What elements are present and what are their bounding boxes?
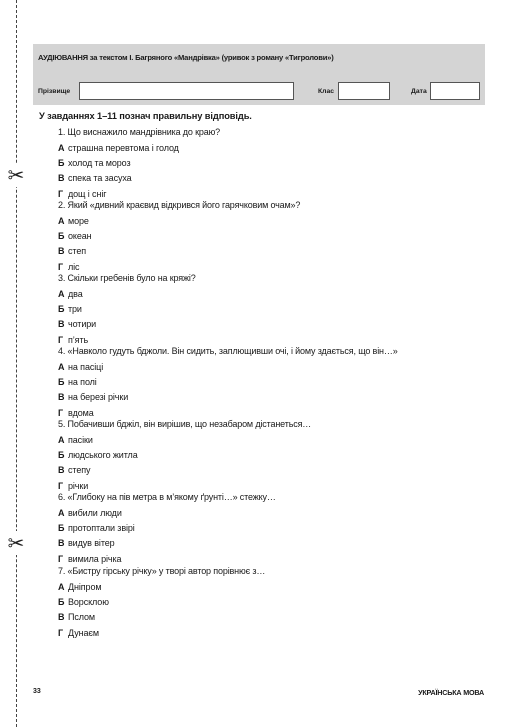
option-letter: Б: [58, 377, 65, 388]
worksheet-title: АУДІЮВАННЯ за текстом І. Багряного «Мандрівка» (уривок з роману «Тигролови»): [38, 53, 334, 62]
option-text: вимила річка: [68, 553, 122, 564]
option-text: людського житла: [68, 450, 138, 461]
instruction: У завданнях 1–11 познач правильну відповідь.: [39, 111, 252, 121]
option-letter: Б: [58, 158, 65, 169]
option-letter: А: [58, 289, 65, 299]
answer-option[interactable]: [58, 390, 398, 405]
question-5: [58, 418, 311, 494]
option-letter: Г: [58, 553, 64, 564]
option-text: холод та мороз: [68, 158, 131, 169]
option-text: річки: [68, 480, 89, 491]
question-text: 7. «Бистру гірську річку» у творі автор порівнює з…: [58, 566, 266, 576]
option-text: два: [68, 289, 83, 299]
class-field[interactable]: [338, 82, 390, 100]
option-letter: А: [58, 362, 65, 372]
header-box: [33, 44, 485, 105]
answer-option[interactable]: [58, 626, 265, 641]
option-text: Ворсклою: [68, 597, 109, 608]
cut-line: [16, 0, 17, 727]
answer-option[interactable]: [58, 214, 300, 229]
option-text: п’ять: [68, 334, 89, 345]
answer-option[interactable]: [58, 360, 398, 375]
answer-option[interactable]: [58, 463, 311, 478]
date-label: Дата: [411, 88, 427, 95]
surname-field[interactable]: [79, 82, 294, 100]
option-text: дощ і сніг: [68, 188, 107, 199]
scissors-icon: ✂: [4, 163, 28, 187]
option-letter: В: [58, 319, 65, 330]
option-text: Дніпром: [68, 582, 102, 592]
option-text: степ: [68, 246, 86, 257]
option-text: протоптали звірі: [68, 523, 135, 534]
option-letter: Г: [58, 188, 64, 199]
option-text: вдома: [68, 407, 94, 418]
answer-option[interactable]: [58, 287, 196, 302]
answer-option[interactable]: [58, 156, 220, 171]
option-text: на полі: [68, 377, 97, 388]
option-text: океан: [68, 231, 92, 242]
option-letter: Г: [58, 334, 64, 345]
option-letter: В: [58, 538, 65, 549]
option-text: степу: [68, 465, 91, 476]
option-letter: Б: [58, 231, 65, 242]
date-field[interactable]: [430, 82, 480, 100]
option-text: на березі річки: [68, 392, 129, 403]
option-letter: А: [58, 508, 65, 518]
option-text: Пслом: [68, 612, 96, 623]
answer-option[interactable]: [58, 244, 300, 259]
option-letter: А: [58, 435, 65, 445]
page-number: 33: [33, 688, 41, 695]
question-text: 3. Скільки гребенів було на кряжі?: [58, 273, 196, 283]
option-letter: А: [58, 216, 65, 226]
option-letter: В: [58, 612, 65, 623]
option-text: спека та засуха: [68, 173, 132, 184]
question-text: 4. «Навколо гудуть бджоли. Він сидить, заплющивши очі, і йому здається, що він…»: [58, 346, 398, 356]
option-text: чотири: [68, 319, 97, 330]
answer-option[interactable]: [58, 302, 196, 317]
answer-option[interactable]: [58, 375, 398, 390]
option-text: на пасіці: [68, 362, 104, 372]
option-letter: Г: [58, 627, 64, 638]
question-7: [58, 565, 265, 641]
answer-option[interactable]: [58, 141, 220, 156]
question-1: [58, 126, 220, 202]
subject-label: УКРАЇНСЬКА МОВА: [418, 688, 484, 697]
question-3: [58, 272, 196, 348]
option-letter: Б: [58, 450, 65, 461]
surname-label: Прізвище: [38, 88, 71, 95]
answer-option[interactable]: [58, 536, 276, 551]
answer-option[interactable]: [58, 595, 265, 610]
option-letter: Б: [58, 523, 65, 534]
answer-option[interactable]: [58, 433, 311, 448]
option-letter: В: [58, 465, 65, 476]
option-letter: В: [58, 392, 65, 403]
option-letter: Г: [58, 480, 64, 491]
option-text: пасіки: [68, 435, 93, 445]
option-text: страшна перевтома і голод: [68, 143, 179, 153]
option-letter: Б: [58, 597, 65, 608]
question-4: [58, 345, 398, 421]
question-text: 2. Який «дивний краєвид відкрився його гарячковим очам»?: [58, 200, 301, 210]
option-text: три: [68, 304, 82, 315]
class-label: Клас: [318, 88, 335, 95]
question-text: 1. Що виснажило мандрівника до краю?: [58, 127, 221, 137]
option-letter: Г: [58, 407, 64, 418]
answer-option[interactable]: [58, 580, 265, 595]
answer-option[interactable]: [58, 521, 276, 536]
option-text: видув вітер: [68, 538, 115, 549]
answer-option[interactable]: [58, 317, 196, 332]
option-text: вибили люди: [68, 508, 122, 518]
answer-option[interactable]: [58, 229, 300, 244]
question-2: [58, 199, 300, 275]
question-6: [58, 491, 276, 567]
option-letter: Б: [58, 304, 65, 315]
question-text: 5. Побачивши бджіл, він вирішив, що незабаром дістанеться…: [58, 419, 312, 429]
option-text: ліс: [68, 261, 80, 272]
option-letter: В: [58, 173, 65, 184]
option-text: Дунаєм: [68, 627, 99, 638]
question-text: 6. «Глибоку на пів метра в м’якому ґрунті…» стежку…: [58, 492, 276, 502]
option-letter: Г: [58, 261, 64, 272]
option-letter: А: [58, 582, 65, 592]
answer-option[interactable]: [58, 171, 220, 186]
option-letter: А: [58, 143, 65, 153]
answer-option[interactable]: [58, 610, 265, 625]
option-text: море: [68, 216, 89, 226]
scissors-icon: ✂: [4, 531, 28, 555]
answer-option[interactable]: [58, 448, 311, 463]
answer-option[interactable]: [58, 506, 276, 521]
option-letter: В: [58, 246, 65, 257]
